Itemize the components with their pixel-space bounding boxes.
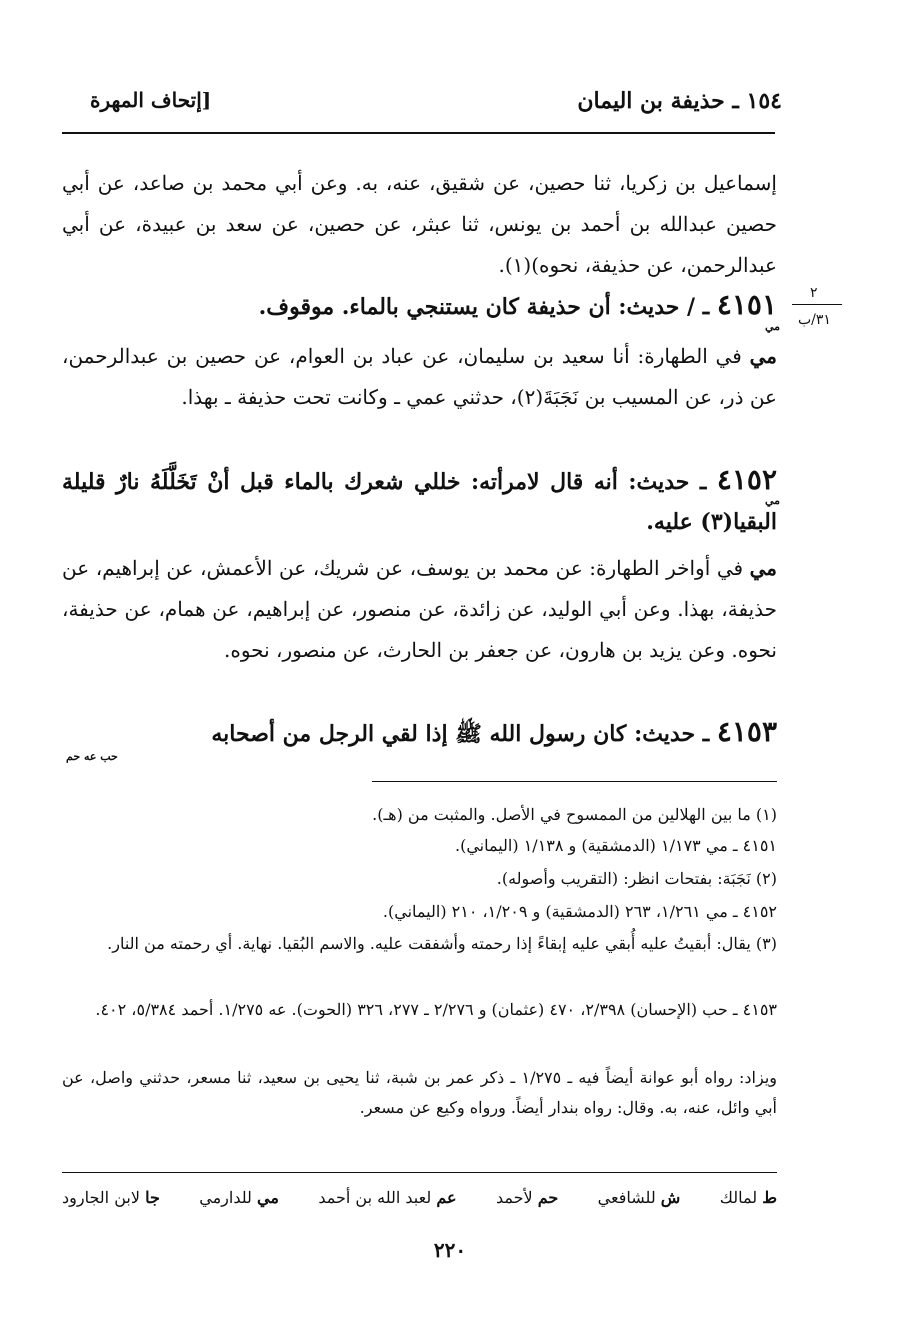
hadith-4151-source-code: مي xyxy=(764,320,780,333)
paragraph-continuation: إسماعيل بن زكريا، ثنا حصين، عن شقيق، عنه، به. وعن أبي محمد بن صاعد، عن أبي حصين عبدالله بن أحمد بن يونس، ثنا عبثر، عن حصين، عن سعد بن عبيدة، عن أبي عبدالرحمن، عن حذيفة، نحوه)(١). xyxy=(62,171,777,277)
margin-rule xyxy=(792,304,842,305)
running-header-book: [إتحاف المهرة xyxy=(90,88,212,112)
abbr-item: جا لابن الجارود xyxy=(62,1188,160,1207)
source-code: مي xyxy=(749,556,778,580)
header-rule xyxy=(62,132,775,134)
hadith-number: ٤١٥١ xyxy=(716,288,777,321)
abbreviation-key xyxy=(62,1188,777,1207)
footnote-rule xyxy=(372,781,777,782)
isnad-text: في أواخر الطهارة: عن محمد بن يوسف، عن شريك، عن الأعمش، عن إبراهيم، عن حذيفة، بهذا. وعن أبي الوليد، عن زائدة، عن منصور، عن إبراهيم، عن همام، عن حذيفة، نحوه. وعن يزيد بن هارون، عن جعفر بن الحارث، عن منصور، نحوه. xyxy=(62,556,777,662)
margin-footnote-ref: ٢ xyxy=(810,285,818,301)
footnote-3: (٣) يقال: أبقيتُ عليه أُبقي عليه إبقاءً إذا رحمته وأشفقت عليه. والاسم البُقيا. نهاية. أي رحمته من النار. xyxy=(107,934,777,953)
hadith-4151-heading xyxy=(62,285,777,327)
isnad-text: في الطهارة: أنا سعيد بن سليمان، عن عباد بن العوام، عن حصين بن عبدالرحمن، عن ذر، عن المسيب بن نَجَبَةَ(٢)، حدثني عمي ـ وكانت تحت حذيفة ـ بهذا. xyxy=(62,344,777,409)
page-number: ٢٢٠ xyxy=(433,1238,467,1262)
abbr-item: ط لمالك xyxy=(719,1188,777,1207)
abbreviation-rule xyxy=(62,1172,777,1173)
hadith-number: ٤١٥٣ xyxy=(716,715,777,748)
hadith-4152-isnad xyxy=(62,548,777,671)
footnote-4151-refs: ٤١٥١ ـ مي ١/١٧٣ (الدمشقية) و ١/١٣٨ (اليماني). xyxy=(454,836,777,855)
hadith-4153-heading xyxy=(62,712,777,754)
hadith-title: ـ حديث: كان رسول الله ﷺ إذا لقي الرجل من أصحابه xyxy=(211,721,710,747)
footnote-4153-refs: ٤١٥٣ ـ حب (الإحسان) ٢/٣٩٨، ٤٧٠ (عثمان) و ٢/٢٧٦ ـ ٢٧٧، ٣٢٦ (الحوت). عه ١/٢٧٥. أحمد ٥/٣٨٤، ٤٠٢. xyxy=(95,1000,777,1019)
footnote-addition: ويزاد: رواه أبو عوانة أيضاً فيه ـ ١/٢٧٥ ـ ذكر عمر بن شبة، ثنا يحيى بن سعيد، ثنا مسعر، حدثني واصل، عن أبي وائل، عنه، به. وقال: رواه بندار أيضاً. ورواه وكيع عن مسعر. xyxy=(62,1068,777,1117)
hadith-4152-source-code: مي xyxy=(764,494,780,507)
abbr-item: ش للشافعي xyxy=(597,1188,681,1207)
abbr-item: مي للدارمي xyxy=(199,1188,279,1207)
hadith-number: ٤١٥٢ xyxy=(716,463,777,496)
running-header-chapter: ١٥٤ ـ حذيفة بن اليمان xyxy=(577,88,782,114)
footnote-2: (٢) نَجَبَة: بفتحات انظر: (التقريب وأصوله). xyxy=(496,869,777,888)
abbr-item: عم لعبد الله بن أحمد xyxy=(318,1188,457,1207)
hadith-4153-source-codes: حب عه حم xyxy=(66,750,118,763)
hadith-4151-isnad xyxy=(62,336,777,418)
abbr-item: حم لأحمد xyxy=(495,1188,559,1207)
hadith-4152-heading xyxy=(62,460,777,542)
hadith-title: ـ حديث: أنه قال لامرأته: خللي شعرك بالماء قبل أنْ تَخَلَّلَهُ نارٌ قليلة البقيا(٣) عليه. xyxy=(62,469,777,535)
margin-folio: ٣١/ب xyxy=(798,312,831,328)
hadith-title: ـ / حديث: أن حذيفة كان يستنجي بالماء. موقوف. xyxy=(258,294,710,320)
footnote-1: (١) ما بين الهلالين من الممسوح في الأصل. والمثبت من (هـ). xyxy=(372,805,777,824)
source-code: مي xyxy=(749,344,777,368)
footnote-4152-refs: ٤١٥٢ ـ مي ١/٢٦١، ٢٦٣ (الدمشقية) و ١/٢٠٩، ٢١٠ (اليماني). xyxy=(382,902,777,921)
